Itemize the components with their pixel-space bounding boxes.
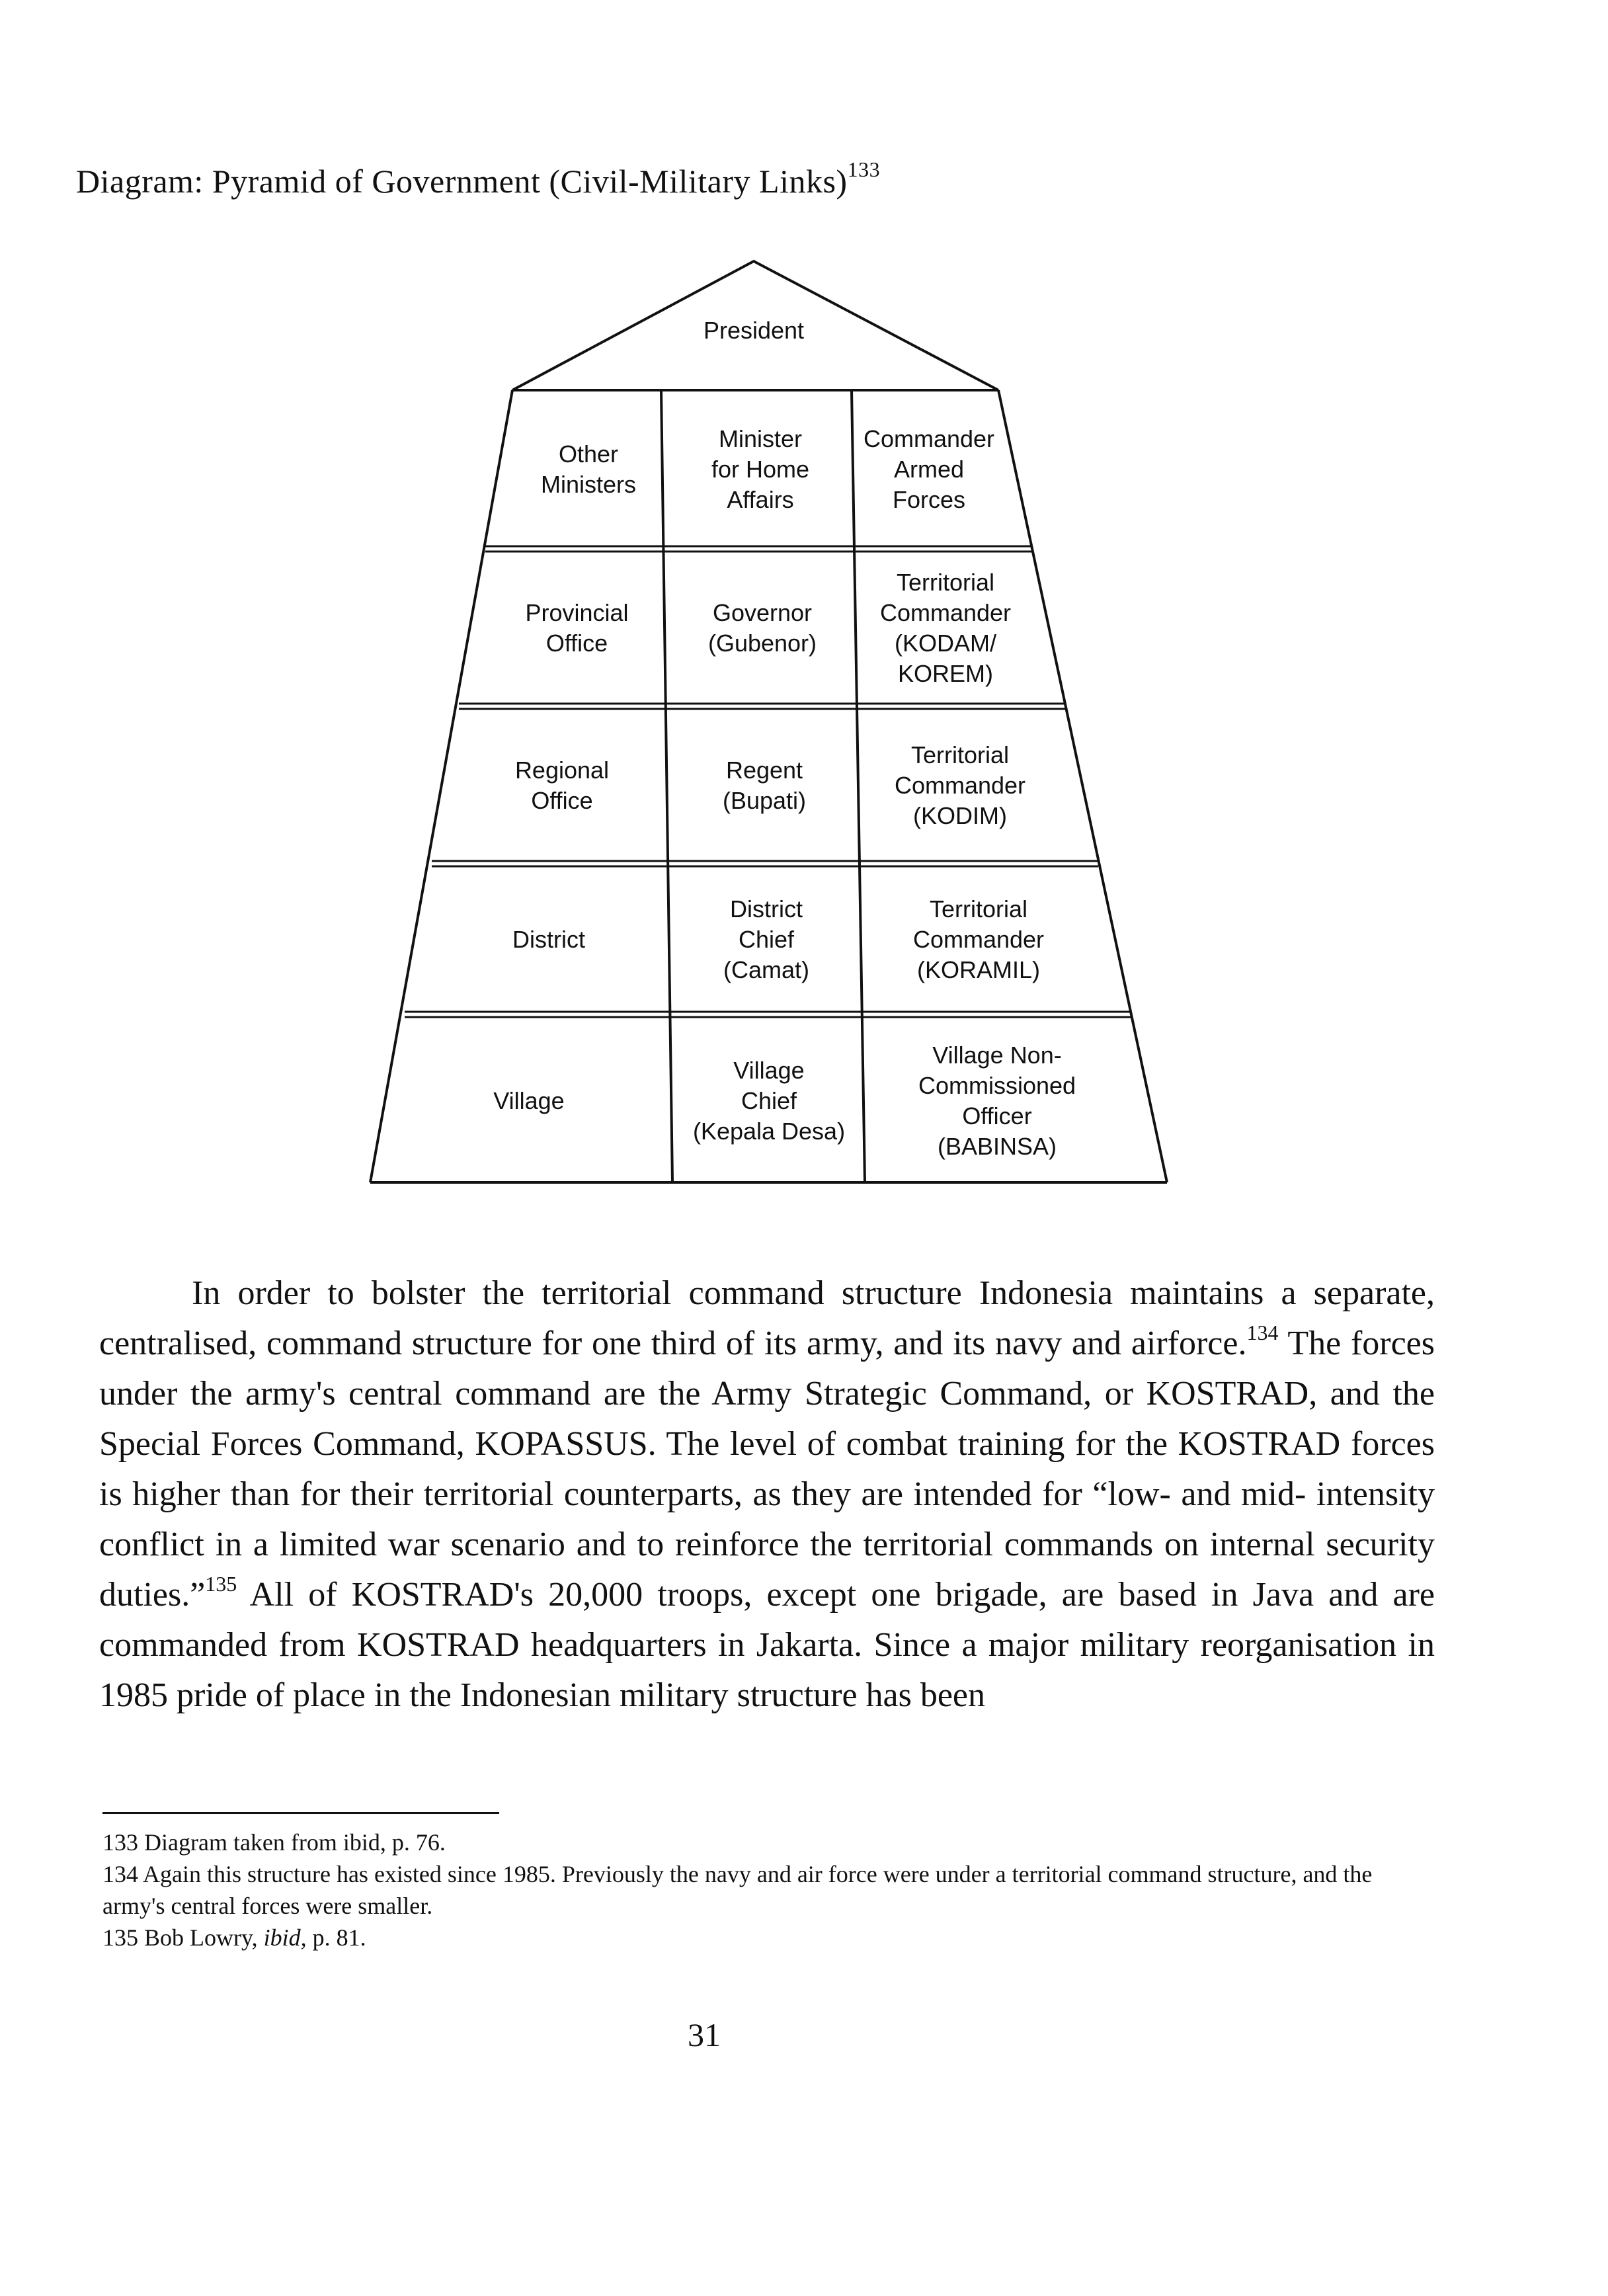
row-1-official bbox=[664, 397, 856, 542]
body-text-segment: The forces under the army's central command are the Army Strategic Command, or KOSTRAD, and the Special Forces Command, KOPASSUS. The level of combat training for the KOSTRAD forces is higher than for their territorial counterparts, as they are intended for “low- and mid- intensity conflict in a limited war scenario and to reinforce the territorial commands on internal security duties.” bbox=[99, 1325, 1435, 1614]
row-1-official-line: for Home bbox=[711, 456, 810, 483]
page-number: 31 bbox=[688, 2016, 721, 2053]
row-5-official-line: (Kepala Desa) bbox=[692, 1118, 846, 1145]
row-2-military-line: Commander bbox=[879, 599, 1012, 626]
body-paragraph bbox=[99, 1268, 1435, 1721]
footnote-separator bbox=[102, 1812, 499, 1814]
footnote-number: 135 bbox=[102, 1924, 138, 1951]
footnote-135 bbox=[102, 1922, 1431, 1953]
footnote-text: Again this structure has existed since 1985. Previously the navy and air force were under a territorial command structure, and the army's central forces were smaller. bbox=[102, 1861, 1373, 1919]
row-5-official bbox=[672, 1022, 865, 1180]
row-5-official-line: Village bbox=[733, 1057, 805, 1084]
row-4-military bbox=[863, 870, 1094, 1009]
row-1-official-line: Minister bbox=[718, 425, 803, 452]
row-2-official-line: Governor bbox=[712, 599, 813, 626]
row-1-military-line: Armed bbox=[893, 456, 965, 483]
row-4-military-line: (KORAMIL) bbox=[916, 956, 1040, 983]
apex-label: President bbox=[703, 317, 805, 344]
body-text bbox=[99, 1268, 1435, 1721]
footnote-tail: p. 81. bbox=[306, 1924, 366, 1951]
row-3-military-line: Territorial bbox=[910, 741, 1010, 768]
row-5-military-line: Officer bbox=[962, 1102, 1032, 1129]
row-5-civil-line: Village bbox=[493, 1087, 565, 1114]
row-5-official-line: Chief bbox=[741, 1087, 797, 1114]
row-4-civil bbox=[430, 870, 668, 1009]
row-4-official-line: District bbox=[730, 895, 803, 922]
row-3-civil-line: Office bbox=[531, 787, 593, 814]
row-4-official bbox=[670, 870, 862, 1009]
row-3-civil-line: Regional bbox=[514, 757, 610, 784]
footnote-133 bbox=[102, 1826, 1431, 1858]
footnote-number: 134 bbox=[102, 1861, 138, 1887]
footnote-italic: ibid, bbox=[263, 1924, 307, 1951]
row-4-civil-line: District bbox=[512, 926, 585, 953]
row-5-military bbox=[865, 1022, 1129, 1180]
row-1-civil-line: Ministers bbox=[540, 471, 637, 498]
row-1-military bbox=[853, 397, 1005, 542]
footnote-134 bbox=[102, 1858, 1431, 1922]
row-3-military-line: Commander bbox=[894, 772, 1026, 799]
footnote-number: 133 bbox=[102, 1829, 138, 1856]
row-3-official-line: Regent bbox=[725, 757, 803, 784]
row-1-official-line: Affairs bbox=[727, 486, 794, 513]
row-4-military-line: Territorial bbox=[929, 895, 1028, 922]
footnote-text: Bob Lowry, bbox=[138, 1924, 264, 1951]
footnotes bbox=[102, 1826, 1431, 1953]
row-1-military-line: Forces bbox=[892, 486, 966, 513]
body-text-segment: All of KOSTRAD's 20,000 troops, except one brigade, are based in Java and are commanded from KOSTRAD headquarters in Jakarta. Since a major military reorganisation in 1985 pride of place in the Indonesian military structure has been bbox=[99, 1576, 1435, 1714]
row-3-official bbox=[668, 713, 860, 858]
footnote-ref-134: 134 bbox=[1246, 1321, 1279, 1344]
row-2-military-line: KOREM) bbox=[898, 660, 993, 687]
row-2-civil-line: Provincial bbox=[525, 599, 629, 626]
row-2-military-line: Territorial bbox=[896, 569, 995, 596]
body-text-segment: In order to bolster the territorial command structure Indonesia maintains a separate, centralised, command structure for one third of its army, and its navy and airforce. bbox=[99, 1274, 1435, 1362]
row-5-civil bbox=[390, 1022, 668, 1180]
row-2-military-line: (KODAM/ bbox=[894, 630, 996, 657]
row-1-military-line: Commander bbox=[863, 425, 995, 452]
row-4-military-line: Commander bbox=[912, 926, 1045, 953]
pyramid-apex bbox=[628, 311, 879, 350]
diagram-title-text: Diagram: Pyramid of Government (Civil-Military Links) bbox=[76, 163, 848, 200]
row-4-official-line: Chief bbox=[738, 926, 795, 953]
row-2-official bbox=[666, 555, 858, 701]
row-3-civil bbox=[456, 713, 668, 858]
row-4-official-line: (Camat) bbox=[723, 956, 809, 983]
row-5-military-line: Village Non- bbox=[932, 1042, 1062, 1069]
diagram-title-footnote-ref: 133 bbox=[847, 157, 881, 181]
footnote-text: Diagram taken from ibid, p. 76. bbox=[138, 1829, 446, 1856]
row-3-official-line: (Bupati) bbox=[722, 787, 807, 814]
row-2-military bbox=[860, 555, 1031, 701]
row-1-civil-line: Other bbox=[558, 440, 619, 468]
row-2-civil-line: Office bbox=[545, 630, 608, 657]
row-5-military-line: (BABINSA) bbox=[937, 1133, 1057, 1160]
row-3-military bbox=[861, 713, 1059, 858]
row-2-official-line: (Gubenor) bbox=[707, 630, 817, 657]
footnote-ref-135: 135 bbox=[205, 1572, 237, 1596]
row-5-military-line: Commissioned bbox=[918, 1072, 1076, 1099]
row-1-civil bbox=[509, 397, 668, 542]
row-2-civil bbox=[486, 555, 668, 701]
row-3-military-line: (KODIM) bbox=[913, 802, 1007, 829]
